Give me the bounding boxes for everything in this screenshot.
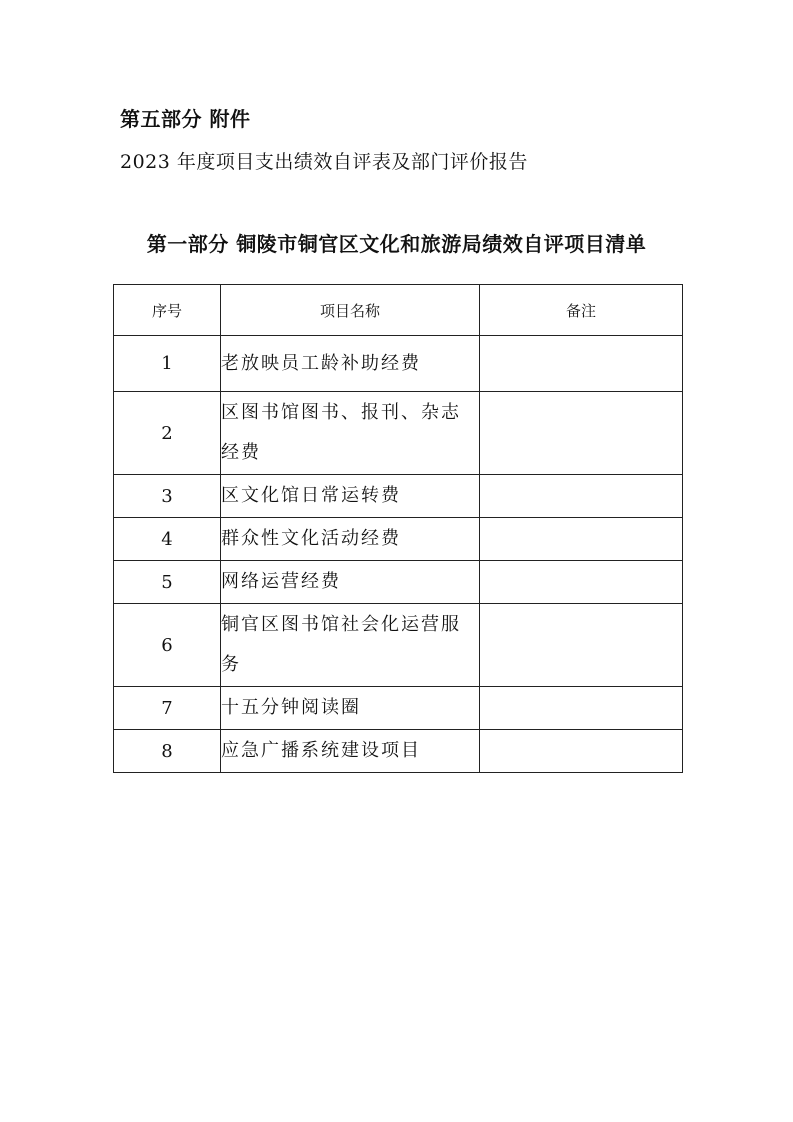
row-number: 6 [114, 604, 221, 687]
header-project-name: 项目名称 [221, 285, 480, 336]
row-number: 8 [114, 730, 221, 773]
row-remarks [480, 730, 683, 773]
row-number: 7 [114, 687, 221, 730]
page-title: 第一部分 铜陵市铜官区文化和旅游局绩效自评项目清单 [146, 232, 647, 256]
row-number: 4 [114, 518, 221, 561]
project-name: 网络运营经费 [221, 561, 480, 604]
row-remarks [480, 518, 683, 561]
row-remarks [480, 475, 683, 518]
project-name: 应急广播系统建设项目 [221, 730, 480, 773]
row-remarks [480, 604, 683, 687]
table-row [114, 604, 683, 687]
row-number: 3 [114, 475, 221, 518]
row-remarks [480, 687, 683, 730]
table-row [114, 475, 683, 518]
header-serial-number: 序号 [114, 285, 221, 336]
table-header-row [114, 285, 683, 336]
header-remarks: 备注 [480, 285, 683, 336]
table-row [114, 518, 683, 561]
project-name: 区文化馆日常运转费 [221, 475, 480, 518]
table-row [114, 730, 683, 773]
project-name: 十五分钟阅读圈 [221, 687, 480, 730]
table-row [114, 336, 683, 392]
row-remarks [480, 392, 683, 475]
row-number: 2 [114, 392, 221, 475]
project-name: 老放映员工龄补助经费 [221, 336, 480, 392]
table-row [114, 392, 683, 475]
row-remarks [480, 561, 683, 604]
project-name: 区图书馆图书、报刊、杂志经费 [221, 392, 480, 475]
row-remarks [480, 336, 683, 392]
project-name: 群众性文化活动经费 [221, 518, 480, 561]
row-number: 1 [114, 336, 221, 392]
project-name: 铜官区图书馆社会化运营服务 [221, 604, 480, 687]
part-heading: 第五部分 附件 [120, 107, 251, 131]
table-row [114, 687, 683, 730]
project-list-table [113, 284, 683, 773]
row-number: 5 [114, 561, 221, 604]
table-row [114, 561, 683, 604]
subtitle: 2023 年度项目支出绩效自评表及部门评价报告 [120, 151, 528, 173]
